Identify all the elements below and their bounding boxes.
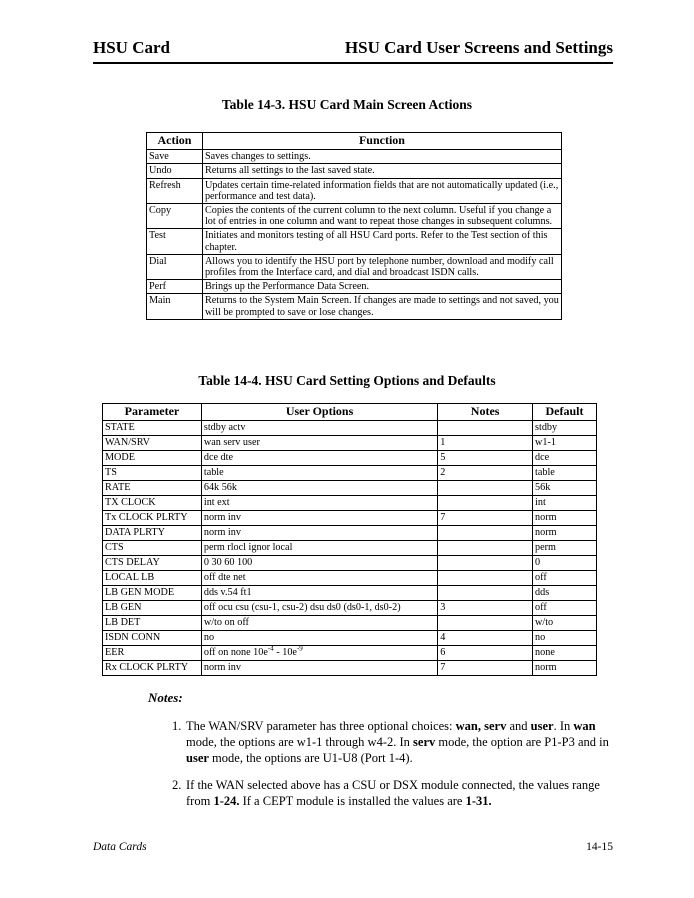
table-cell: perm rlocl ignor local bbox=[201, 541, 437, 556]
table-row bbox=[147, 280, 562, 294]
column-header: Parameter bbox=[103, 404, 202, 421]
table-cell: off dte net bbox=[201, 571, 437, 586]
table-cell: w/to bbox=[533, 616, 597, 631]
table-cell: Returns all settings to the last saved state. bbox=[202, 164, 561, 178]
table-cell bbox=[438, 586, 533, 601]
table-cell bbox=[438, 616, 533, 631]
table-cell: Perf bbox=[147, 280, 203, 294]
note-number: 1. bbox=[172, 719, 182, 733]
table-row bbox=[103, 496, 597, 511]
header-chapter-title: HSU Card User Screens and Settings bbox=[344, 38, 613, 57]
table-row bbox=[103, 481, 597, 496]
table-cell: 1 bbox=[438, 436, 533, 451]
note-text: If the WAN selected above has a CSU or DSX module connected, the values range from 1-24. If a CEPT module is installed the values are 1-31. bbox=[186, 778, 600, 808]
table-cell: off bbox=[533, 601, 597, 616]
table-cell: Copy bbox=[147, 204, 203, 229]
column-header: Default bbox=[533, 404, 597, 421]
table-cell bbox=[438, 496, 533, 511]
header-rule bbox=[93, 62, 613, 64]
table-cell: Undo bbox=[147, 164, 203, 178]
table-cell: dce dte bbox=[201, 451, 437, 466]
table-cell: Main bbox=[147, 294, 203, 319]
table-cell: Save bbox=[147, 150, 203, 164]
table-cell: Dial bbox=[147, 254, 203, 279]
table-cell: 64k 56k bbox=[201, 481, 437, 496]
table-cell: Copies the contents of the current column to the next column. Useful if you change a lot of entries in one column and want to repeat those changes in subsequent columns. bbox=[202, 204, 561, 229]
table-cell: LB DET bbox=[103, 616, 202, 631]
table-cell: Saves changes to settings. bbox=[202, 150, 561, 164]
table-row bbox=[103, 421, 597, 436]
table-cell: RATE bbox=[103, 481, 202, 496]
table-cell: CTS DELAY bbox=[103, 556, 202, 571]
table-cell: CTS bbox=[103, 541, 202, 556]
table-cell: 6 bbox=[438, 646, 533, 661]
table-cell: WAN/SRV bbox=[103, 436, 202, 451]
table-cell: Refresh bbox=[147, 178, 203, 203]
table-cell: norm inv bbox=[201, 526, 437, 541]
table-cell: off bbox=[533, 571, 597, 586]
table-cell: off on none $10e^{-4} - 10e^{-9}$ bbox=[201, 646, 437, 661]
table-cell: dds bbox=[533, 586, 597, 601]
note-1 bbox=[172, 718, 612, 766]
table-row bbox=[103, 466, 597, 481]
table-row bbox=[103, 526, 597, 541]
table-cell: 2 bbox=[438, 466, 533, 481]
column-header: Notes bbox=[438, 404, 533, 421]
table-row bbox=[147, 294, 562, 319]
table-cell: off ocu csu (csu-1, csu-2) dsu ds0 (ds0-1, ds0-2) bbox=[201, 601, 437, 616]
table-cell: 7 bbox=[438, 511, 533, 526]
table-cell: DATA PLRTY bbox=[103, 526, 202, 541]
table-cell: Initiates and monitors testing of all HSU Card ports. Refer to the Test section of this chapter. bbox=[202, 229, 561, 254]
table-cell: table bbox=[533, 466, 597, 481]
table-cell: 3 bbox=[438, 601, 533, 616]
table-row bbox=[103, 436, 597, 451]
table-cell: table bbox=[201, 466, 437, 481]
table-row bbox=[103, 511, 597, 526]
table-cell: dds v.54 ft1 bbox=[201, 586, 437, 601]
table-row bbox=[103, 631, 597, 646]
table-cell: LB GEN bbox=[103, 601, 202, 616]
table-cell: none bbox=[533, 646, 597, 661]
table-cell: no bbox=[201, 631, 437, 646]
table-cell: int ext bbox=[201, 496, 437, 511]
table-cell: ISDN CONN bbox=[103, 631, 202, 646]
table-cell: Updates certain time-related information fields that are not automatically updated (i.e., performance and test data). bbox=[202, 178, 561, 203]
table-cell: 7 bbox=[438, 661, 533, 676]
table-row bbox=[103, 541, 597, 556]
table-cell: w/to on off bbox=[201, 616, 437, 631]
table-row bbox=[103, 616, 597, 631]
column-header: Action bbox=[147, 133, 203, 150]
table1-body bbox=[147, 150, 562, 320]
main-screen-actions-table bbox=[146, 132, 562, 320]
setting-options-table bbox=[102, 403, 597, 676]
table-row bbox=[103, 571, 597, 586]
table-row bbox=[103, 661, 597, 676]
table-cell: norm bbox=[533, 661, 597, 676]
table-cell: MODE bbox=[103, 451, 202, 466]
table-row bbox=[103, 601, 597, 616]
table-cell: 56k bbox=[533, 481, 597, 496]
table2-body bbox=[103, 421, 597, 676]
page-header bbox=[93, 38, 613, 64]
table-cell: no bbox=[533, 631, 597, 646]
table-header-row bbox=[147, 133, 562, 150]
table-cell: LB GEN MODE bbox=[103, 586, 202, 601]
table-cell: EER bbox=[103, 646, 202, 661]
table-cell: 0 30 60 100 bbox=[201, 556, 437, 571]
table-cell: int bbox=[533, 496, 597, 511]
table-cell bbox=[438, 526, 533, 541]
table-cell bbox=[438, 571, 533, 586]
table-cell: TS bbox=[103, 466, 202, 481]
table-row bbox=[147, 254, 562, 279]
table-cell: STATE bbox=[103, 421, 202, 436]
table-cell: stdby actv bbox=[201, 421, 437, 436]
table-row bbox=[103, 586, 597, 601]
table-cell: Tx CLOCK PLRTY bbox=[103, 511, 202, 526]
table-row bbox=[103, 451, 597, 466]
table-cell: 0 bbox=[533, 556, 597, 571]
table-cell: perm bbox=[533, 541, 597, 556]
column-header: User Options bbox=[201, 404, 437, 421]
table-cell bbox=[438, 541, 533, 556]
page-number: 14-15 bbox=[586, 841, 613, 853]
table-cell: Test bbox=[147, 229, 203, 254]
table-cell: norm inv bbox=[201, 511, 437, 526]
header-section-title: HSU Card bbox=[93, 38, 170, 57]
table-row bbox=[147, 178, 562, 203]
footer-section: Data Cards bbox=[93, 841, 147, 853]
table-header-row bbox=[103, 404, 597, 421]
table-row bbox=[147, 229, 562, 254]
table-cell: dce bbox=[533, 451, 597, 466]
table-cell: LOCAL LB bbox=[103, 571, 202, 586]
table-cell: Rx CLOCK PLRTY bbox=[103, 661, 202, 676]
table-row bbox=[147, 164, 562, 178]
note-2 bbox=[172, 777, 612, 809]
table-cell: norm bbox=[533, 511, 597, 526]
table-cell: norm inv bbox=[201, 661, 437, 676]
notes-label: Notes: bbox=[148, 690, 183, 705]
note-text: The WAN/SRV parameter has three optional choices: wan, serv and user. In wan mode, the options are w1-1 through w4-2. In serv mode, the option are P1-P3 and in user mode, the options are U1-U8 (Port 1-4). bbox=[186, 719, 609, 765]
table-cell: wan serv user bbox=[201, 436, 437, 451]
table-cell: TX CLOCK bbox=[103, 496, 202, 511]
table-cell bbox=[438, 556, 533, 571]
note-number: 2. bbox=[172, 778, 182, 792]
table1-caption: Table 14-3. HSU Card Main Screen Actions bbox=[221, 97, 473, 112]
table-row bbox=[147, 204, 562, 229]
column-header: Function bbox=[202, 133, 561, 150]
table-cell: w1-1 bbox=[533, 436, 597, 451]
table2-caption: Table 14-4. HSU Card Setting Options and Defaults bbox=[198, 373, 496, 388]
table-cell: Allows you to identify the HSU port by telephone number, download and modify call profiles from the Interface card, and dial and broadcast ISDN calls. bbox=[202, 254, 561, 279]
table-cell: 4 bbox=[438, 631, 533, 646]
table-cell: Brings up the Performance Data Screen. bbox=[202, 280, 561, 294]
table-cell: 5 bbox=[438, 451, 533, 466]
table-row bbox=[103, 556, 597, 571]
table-cell: norm bbox=[533, 526, 597, 541]
table-cell bbox=[438, 481, 533, 496]
table-cell bbox=[438, 421, 533, 436]
table-cell: Returns to the System Main Screen. If changes are made to settings and not saved, you will be prompted to save or lose changes. bbox=[202, 294, 561, 319]
table-row bbox=[103, 646, 597, 661]
table-row bbox=[147, 150, 562, 164]
table-cell: stdby bbox=[533, 421, 597, 436]
